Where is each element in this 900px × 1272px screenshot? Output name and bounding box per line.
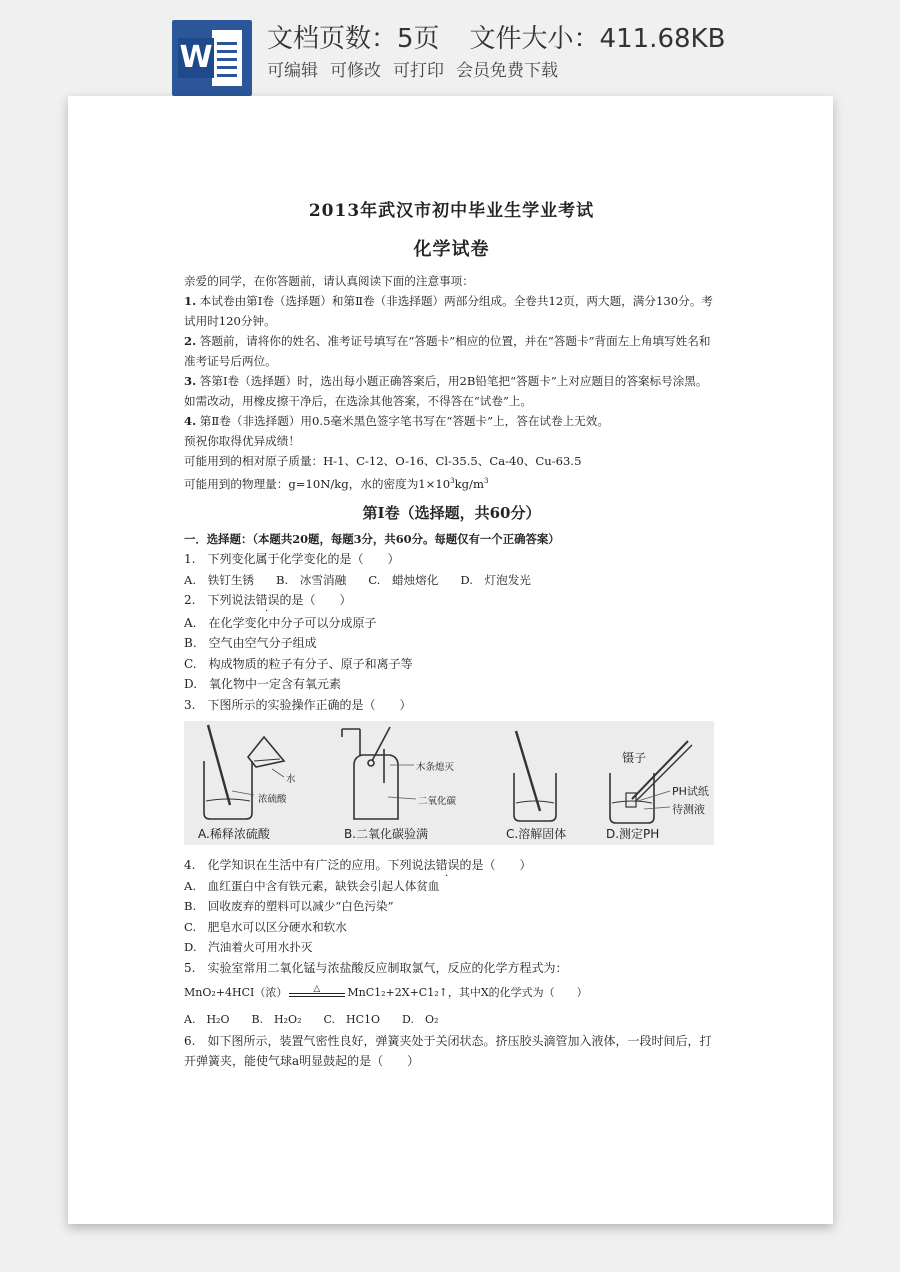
part-label: 一．选择题：（本题共20题，每题3分，共60分。每题仅有一个正确答案） <box>184 531 560 546</box>
q5-option-b: B. H₂O₂ <box>251 1013 302 1027</box>
q1-option-d: D. 灯泡发光 <box>460 572 531 587</box>
label-test-solution: 待测液 <box>672 803 705 817</box>
question-1-options <box>184 570 719 591</box>
lab-operations-figure <box>184 721 714 845</box>
feature-printable: 可打印 <box>393 61 444 81</box>
q2-option-c: C. 构成物质的粒子有分子、原子和离子等 <box>184 656 413 671</box>
question-5-options <box>184 1010 719 1031</box>
page-count: 文档页数：5页 <box>267 24 440 54</box>
file-size: 文件大小：411.68KB <box>469 24 726 54</box>
question-1: 1. 下列变化属于化学变化的是（ ） <box>184 552 400 567</box>
caption-b: B.二氧化碳验满 <box>344 827 429 842</box>
feature-modifiable: 可修改 <box>330 61 381 81</box>
feature-list <box>267 56 570 81</box>
equation-arrow <box>289 986 345 1000</box>
q2-option-d: D. 氧化物中一定含有氧元素 <box>184 677 342 692</box>
q4-option-c: C. 肥皂水可以区分硬水和软水 <box>184 919 347 934</box>
q4-option-a: A. 血红蛋白中含有铁元素，缺铁会引起人体贫血 <box>184 878 440 893</box>
equation-left: MnO₂+4HCI（浓） <box>184 986 288 1000</box>
atomic-mass-text: 可能用到的相对原子质量：H-1、C-12、O-16、Cl-35.5、Ca-40、Cu-63.5 <box>184 454 582 468</box>
q5-option-a: A. H₂O <box>184 1013 230 1027</box>
q5-equation <box>184 982 719 1004</box>
note-1: 1. 本试卷由第Ⅰ卷（选择题）和第Ⅱ卷（非选择题）两部分组成。全卷共12页，两大题，满分130分。考试用时120分钟。 <box>184 294 713 328</box>
document-page <box>68 96 833 1224</box>
question-3: 3. 下图所示的实验操作正确的是（ ） <box>184 697 412 712</box>
label-ph-paper: PH试纸 <box>672 785 709 799</box>
question-2: 2. 下列说法错误的是（ ） <box>184 593 352 608</box>
q1-option-c: C. 蜡烛熔化 <box>368 572 439 587</box>
feature-editable: 可编辑 <box>267 61 318 81</box>
q4-option-d: D. 汽油着火可用水扑灭 <box>184 940 313 955</box>
section-heading: 第Ⅰ卷（选择题，共60分） <box>362 503 541 522</box>
question-5: 5. 实验室常用二氧化锰与浓盐酸反应制取氯气，反应的化学方程式为： <box>184 960 568 975</box>
q5-option-d: D. O₂ <box>402 1013 439 1027</box>
constants-text: 可能用到的物理量：g=10N/kg，水的密度为$1\times 10^3kg/m^3$ <box>184 476 489 491</box>
q1-option-b: B. 冰雪消融 <box>276 572 347 587</box>
q2-option-a: A. 在化学变化中分子可以分成原子 <box>184 615 377 630</box>
question-4: 4. 化学知识在生活中有广泛的应用。下列说法错误的是（ ） <box>184 858 532 873</box>
feature-member-download: 会员免费下载 <box>456 61 558 81</box>
question-6: 6. 如下图所示，装置气密性良好，弹簧夹处于关闭状态。挤压胶头滴管加入液体，一段时间后，打开弹簧夹，能使气球a明显鼓起的是（ ） <box>184 1033 712 1069</box>
caption-a: A.稀释浓硫酸 <box>198 827 270 842</box>
document-content <box>184 196 719 1072</box>
label-stick-extinguished: 木条熄灭 <box>416 762 455 774</box>
label-concentrated-acid: 浓硫酸 <box>258 794 287 806</box>
heat-symbol: △ <box>313 984 321 995</box>
q2-option-b: B. 空气由空气分子组成 <box>184 636 317 651</box>
note-4: 4. 第Ⅱ卷（非选择题）用0.5毫米黑色签字笔书写在“答题卡”上，答在试卷上无效。 <box>184 414 609 428</box>
note-3: 3. 答第Ⅰ卷（选择题）时，选出每小题正确答案后，用2B铅笔把“答题卡”上对应题目的答案标号涂黑。如需改动，用橡皮擦干净后，在选涂其他答案，不得答在“试卷”上。 <box>184 374 708 408</box>
exam-subtitle: 化学试卷 <box>413 239 490 260</box>
word-document-icon: W <box>172 20 252 96</box>
caption-d: D.测定PH <box>606 827 660 842</box>
intro-text: 亲爱的同学，在你答题前，请认真阅读下面的注意事项： <box>184 274 474 288</box>
header-banner <box>0 0 900 96</box>
q5-option-c: C. HC1O <box>323 1013 381 1027</box>
exam-title: 2013年武汉市初中毕业生学业考试 <box>308 201 595 221</box>
label-carbon-dioxide: 二氧化碳 <box>418 796 457 808</box>
note-2: 2. 答题前，请将你的姓名、准考证号填写在“答题卡”相应的位置，并在“答题卡”背面左上角填写姓名和准考证号后两位。 <box>184 334 711 368</box>
q1-option-a: A. 铁钉生锈 <box>184 572 255 587</box>
caption-c: C.溶解固体 <box>506 827 567 842</box>
file-info <box>267 18 755 55</box>
equation-right: MnC1₂+2X+C1₂↑，其中X的化学式为（ ） <box>347 986 588 1000</box>
label-water: 水 <box>286 774 296 786</box>
wish-text: 预祝你取得优异成绩！ <box>184 434 300 448</box>
q4-option-b: B. 回收废弃的塑料可以减少“白色污染” <box>184 899 394 914</box>
label-tweezers: 镊子 <box>622 751 647 766</box>
